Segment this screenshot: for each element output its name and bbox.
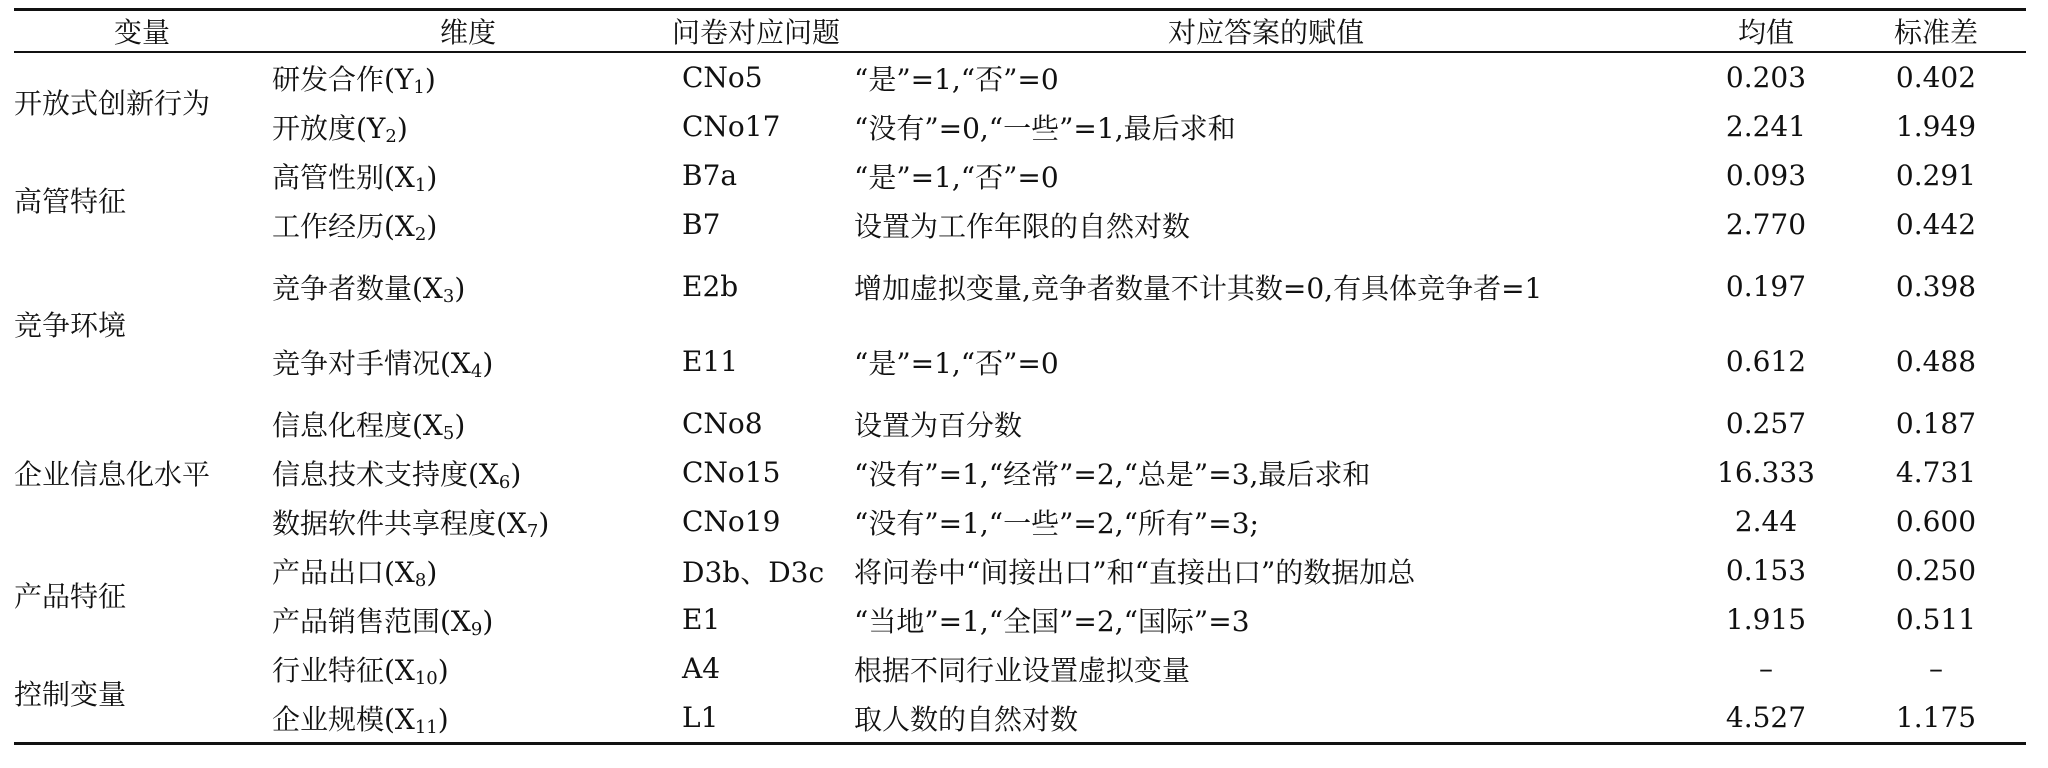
mean-cell: 0.153: [1725, 554, 1807, 587]
mean-cell: –: [1759, 652, 1773, 685]
answer-cell: “没有”=0,“一些”=1,最后求和: [854, 111, 1236, 145]
dimension-name: 工作经历(X: [272, 209, 415, 243]
dimension-cell: [270, 200, 666, 249]
mean-cell: 0.612: [1725, 345, 1807, 378]
table-row: [14, 399, 2026, 448]
mean-cell: 2.241: [1725, 110, 1807, 143]
dimension-subscript: 2: [385, 125, 397, 147]
group-label: 高管特征: [14, 185, 127, 218]
answer-cell: 增加虚拟变量,竞争者数量不计其数=0,有具体竞争者=1: [854, 271, 1543, 305]
dimension-subscript: 4: [470, 360, 483, 382]
table-row: [14, 249, 2026, 324]
dimension-close: ): [454, 408, 466, 442]
question-cell: A4: [682, 652, 721, 685]
std-cell: 0.187: [1895, 407, 1977, 440]
dimension-close: ): [426, 555, 438, 589]
header-dimension: 维度: [439, 16, 496, 49]
dimension-cell: [270, 448, 666, 497]
answer-cell: “没有”=1,“一些”=2,“所有”=3;: [854, 506, 1259, 540]
dimension-close: ): [482, 346, 494, 380]
dimension-name: 竞争对手情况(X: [272, 346, 471, 380]
table-row: [14, 497, 2026, 546]
question-cell: B7a: [682, 159, 738, 192]
dimension-subscript: 5: [442, 422, 455, 444]
answer-cell: 根据不同行业设置虚拟变量: [854, 653, 1191, 687]
dimension-name: 产品出口(X: [272, 555, 415, 589]
answer-cell: 将问卷中“间接出口”和“直接出口”的数据加总: [854, 555, 1416, 589]
header-question: 问卷对应问题: [671, 16, 840, 49]
dimension-cell: [270, 644, 666, 693]
std-cell: 0.442: [1895, 208, 1977, 241]
std-cell: 0.600: [1895, 505, 1977, 538]
variable-table-container: [14, 8, 2026, 745]
dimension-subscript: 10: [414, 667, 438, 689]
question-cell: CNo8: [682, 407, 763, 440]
table-row: [14, 102, 2026, 151]
question-cell: L1: [682, 701, 719, 734]
dimension-close: ): [426, 160, 438, 194]
answer-cell: 设置为百分数: [854, 408, 1023, 442]
dimension-cell: [270, 151, 666, 200]
dimension-cell: [270, 102, 666, 151]
dimension-cell: [270, 324, 666, 399]
table-row: [14, 448, 2026, 497]
dimension-name: 产品销售范围(X: [272, 604, 471, 638]
table-row: [14, 693, 2026, 744]
std-cell: 1.949: [1895, 110, 1977, 143]
dimension-name: 竞争者数量(X: [272, 271, 443, 305]
table-header: [14, 10, 2026, 53]
dimension-close: ): [396, 111, 408, 145]
header-variable: 变量: [113, 16, 170, 49]
question-cell: E11: [682, 345, 739, 378]
mean-cell: 4.527: [1725, 701, 1807, 734]
answer-cell: “是”=1,“否”=0: [854, 160, 1059, 194]
dimension-subscript: 2: [414, 223, 427, 245]
dimension-close: ): [437, 653, 449, 687]
dimension-cell: [270, 546, 666, 595]
header-row: [14, 10, 2026, 53]
mean-cell: 0.257: [1725, 407, 1807, 440]
table-row: [14, 52, 2026, 102]
dimension-cell: [270, 399, 666, 448]
dimension-subscript: 11: [414, 716, 438, 738]
dimension-subscript: 6: [498, 471, 511, 493]
answer-cell: “当地”=1,“全国”=2,“国际”=3: [854, 604, 1250, 638]
dimension-close: ): [454, 271, 466, 305]
dimension-name: 信息技术支持度(X: [272, 457, 499, 491]
question-cell: CNo5: [682, 61, 763, 94]
variable-definition-table: [14, 8, 2026, 745]
std-cell: 1.175: [1895, 701, 1977, 734]
std-cell: 0.511: [1895, 603, 1977, 636]
mean-cell: 2.770: [1725, 208, 1807, 241]
table-row: [14, 595, 2026, 644]
answer-cell: “是”=1,“否”=0: [854, 346, 1059, 380]
std-cell: 0.250: [1895, 554, 1977, 587]
mean-cell: 0.197: [1725, 270, 1807, 303]
mean-cell: 16.333: [1717, 456, 1815, 489]
std-cell: 0.488: [1895, 345, 1977, 378]
answer-cell: “是”=1,“否”=0: [854, 62, 1059, 96]
dimension-cell: [270, 693, 666, 744]
table-row: [14, 324, 2026, 399]
dimension-subscript: 1: [414, 174, 427, 196]
answer-cell: 设置为工作年限的自然对数: [854, 209, 1191, 243]
dimension-close: ): [424, 62, 436, 96]
dimension-name: 行业特征(X: [272, 653, 415, 687]
header-std: 标准差: [1893, 16, 1978, 49]
std-cell: 4.731: [1895, 456, 1977, 489]
group-label: 竞争环境: [14, 309, 127, 342]
dimension-close: ): [538, 506, 550, 540]
std-cell: 0.291: [1895, 159, 1977, 192]
table-row: [14, 644, 2026, 693]
std-cell: 0.402: [1895, 61, 1977, 94]
group-label: 企业信息化水平: [14, 457, 211, 491]
question-cell: CNo19: [682, 505, 781, 538]
question-cell: D3b、D3c: [682, 555, 825, 589]
question-cell: CNo15: [682, 456, 781, 489]
std-cell: 0.398: [1895, 270, 1977, 303]
dimension-close: ): [426, 209, 438, 243]
mean-cell: 1.915: [1725, 603, 1807, 636]
group-label: 开放式创新行为: [14, 87, 211, 120]
dimension-cell: [270, 497, 666, 546]
table-body: [14, 52, 2026, 744]
dimension-name: 企业规模(X: [272, 702, 415, 736]
mean-cell: 0.093: [1725, 159, 1807, 192]
dimension-name: 研发合作(Y: [272, 62, 414, 96]
table-row: [14, 200, 2026, 249]
dimension-subscript: 7: [526, 520, 539, 542]
dimension-close: ): [437, 702, 449, 736]
dimension-name: 信息化程度(X: [272, 408, 443, 442]
group-label: 控制变量: [14, 678, 127, 711]
std-cell: –: [1929, 652, 1943, 685]
mean-cell: 2.44: [1734, 505, 1798, 538]
answer-cell: 取人数的自然对数: [854, 702, 1079, 736]
dimension-subscript: 1: [413, 76, 425, 98]
header-answer-value: 对应答案的赋值: [1167, 16, 1364, 49]
question-cell: B7: [682, 208, 721, 241]
dimension-cell: [270, 249, 666, 324]
dimension-subscript: 8: [414, 569, 427, 591]
dimension-cell: [270, 595, 666, 644]
dimension-name: 开放度(Y: [272, 111, 386, 145]
mean-cell: 0.203: [1725, 61, 1807, 94]
answer-cell: “没有”=1,“经常”=2,“总是”=3,最后求和: [854, 457, 1371, 491]
dimension-subscript: 9: [470, 618, 483, 640]
header-mean: 均值: [1737, 16, 1794, 49]
dimension-close: ): [482, 604, 494, 638]
group-label: 产品特征: [14, 580, 127, 613]
question-cell: E1: [682, 603, 721, 636]
table-row: [14, 546, 2026, 595]
dimension-subscript: 3: [442, 285, 455, 307]
dimension-name: 数据软件共享程度(X: [272, 506, 527, 540]
dimension-name: 高管性别(X: [272, 160, 415, 194]
table-row: [14, 151, 2026, 200]
question-cell: E2b: [682, 270, 739, 303]
dimension-close: ): [510, 457, 522, 491]
question-cell: CNo17: [682, 110, 781, 143]
dimension-cell: [270, 52, 666, 102]
